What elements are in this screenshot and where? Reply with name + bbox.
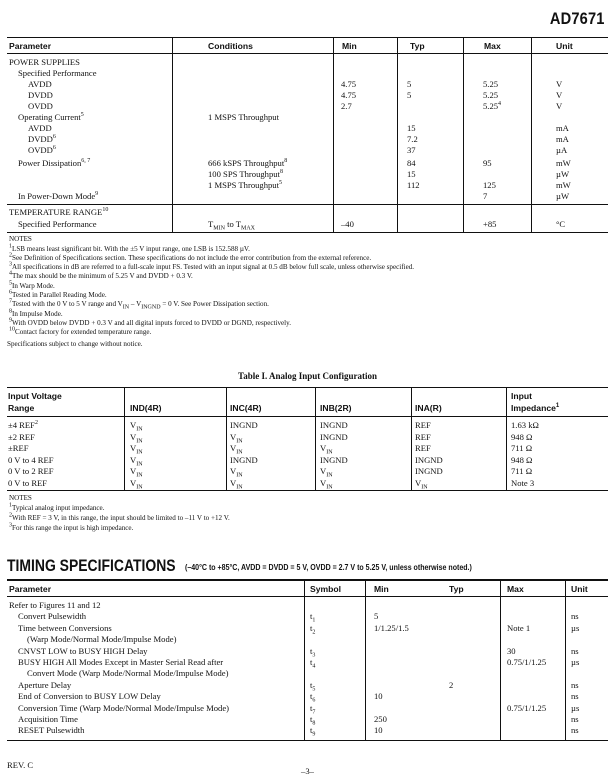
cell-condition: 1 MSPS Throughput [208,112,279,122]
timing-unit-cell: ns [571,645,579,656]
timing-unit-cell: µs [571,657,580,667]
timing-param-cont: (Warp Mode/Normal Mode/Impulse Mode) [27,634,177,645]
col-divider [365,579,366,740]
row-label: OVDD [28,101,53,111]
timing-unit-cell: µs [571,622,580,633]
table1-range-cell: 0 V to 4 REF [8,454,54,465]
table1-inc-cell: INGND [230,420,258,430]
cell-max: 7 [483,191,488,201]
cell-unit: V [556,90,563,100]
col-typ: Typ [449,584,464,594]
table1-ina-cell: REF [415,431,431,442]
timing-unit-cell: ns [571,679,579,690]
table1-impedance-cell: 948 Ω [511,431,533,442]
col-impedance: Impedance$^1$ [511,403,560,413]
timing-param-cell: Convert Pulsewidth [18,611,87,622]
timing-symbol-cell: $t_9$ [310,725,316,739]
col-divider [500,579,501,740]
table1-ina-cell: INGND [415,454,443,465]
page-number: –3– [301,766,314,776]
cell-typ: 5 [407,79,412,89]
col-parameter: Parameter [9,584,52,594]
col-divider [315,387,316,490]
col-input: Input [511,391,532,401]
section-power-supplies: POWER SUPPLIES [9,57,80,67]
col-divider [506,387,507,490]
table1-impedance-cell: Note 3 [511,477,535,488]
temperature-range: TEMPERATURE RANGE$^{10}$ [9,207,109,217]
cell-max: 95 [483,158,492,168]
table1-range-cell: ±REF [8,443,29,453]
cell-typ: 5 [407,90,412,100]
table1-inc-cell: $V_{IN}$ [230,477,243,491]
note: $^3$For this range the input is high impedance. [9,522,134,532]
timing-symbol-cell: $t_4$ [310,657,316,670]
timing-min-cell: 250 [374,714,387,724]
power-dissipation: Power Dissipation$^{6, 7}$ [18,158,91,168]
cell-max: +85 [483,219,497,229]
table1-ind-cell: $V_{IN}$ [130,477,143,491]
timing-bottom-rule [7,740,608,741]
col-range: Range [8,403,35,413]
col-ina: INA(R) [415,403,442,413]
table1-ind-cell: $V_{IN}$ [130,420,143,433]
col-divider [304,579,305,740]
cell-unit: mW [556,180,571,190]
cell-condition: 666 kSPS Throughput$^8$ [208,158,288,168]
note: $^1$LSB means least significant bit. With the ±5 V input range, one LSB is 152.588 µV. [9,243,250,253]
note: $^1$Typical analog input impedance. [9,502,105,512]
table1-range-cell: ±4 REF$^2$ [8,420,38,430]
spec-change-notice: Specifications subject to change without notice. [7,340,143,348]
timing-param-cell: Conversion Time (Warp Mode/Normal Mode/Impulse Mode) [18,702,230,713]
timing-param-cont: Convert Mode (Warp Mode/Normal Mode/Impulse Mode) [27,668,229,679]
table1-header-rule [7,416,608,417]
timing-min-cell: 1/1.25/1.5 [374,622,409,633]
cell-min: 4.75 [341,90,357,100]
cell-min: 2.7 [341,101,352,111]
timing-max-cell: 30 [507,645,516,656]
cell-unit: V [556,79,563,89]
timing-top-rule [7,579,608,581]
table1-caption: Table I. Analog Input Configuration [238,371,377,381]
timing-subtitle: (–40°C to +85°C, AVDD = DVDD = 5 V, OVDD = 2.7 V to 5.25 V, unless otherwise noted.) [185,563,472,572]
col-unit: Unit [571,584,588,594]
note: $^9$With OVDD below DVDD + 0.3 V and all digital inputs forced to DVDD or DGND, respectively. [9,317,292,327]
note: $^6$Tested in Parallel Reading Mode. [9,289,107,299]
timing-heading [7,556,472,576]
row-label: OVDD$^6$ [28,145,56,155]
timing-max-cell: Note 1 [507,622,531,633]
timing-symbol-cell: $t_8$ [310,714,316,727]
table1-inc-cell: $V_{IN}$ [230,443,243,456]
timing-min-cell: 10 [374,725,383,736]
timing-param-cell: Time between Conversions [18,622,112,633]
col-min: Min [342,41,357,51]
table1-ind-cell: $V_{IN}$ [130,431,143,445]
table1-inb-cell: $V_{IN}$ [320,443,333,456]
cell-max: 5.25 [483,90,499,100]
col-divider [124,387,125,490]
table1-bottom-rule [7,490,608,491]
note: $^5$In Warp Mode. [9,280,55,290]
timing-min-cell: 5 [374,611,379,622]
row-label: AVDD [28,123,52,133]
cell-unit: mA [556,134,569,144]
cell-typ: 15 [407,123,416,133]
part-number: AD7671 [550,9,605,28]
table1-inb-cell: INGND [320,454,348,465]
timing-unit-cell: ns [571,714,579,724]
cell-unit: µA [556,145,568,155]
note: $^7$Tested with the 0 V to 5 V range and $V_{IN} - V_{INGND} = 0$ V. See Power Dissipation section. [9,298,269,311]
col-divider [226,387,227,490]
col-ind: IND(4R) [130,403,162,413]
timing-param-cell: Aperture Delay [18,679,72,690]
note: $^3$All specifications in dB are referred to a full-scale input FS. Tested with an input signal at 0.5 dB below full scale, unless otherwise specified. [9,261,415,271]
table1-ind-cell: $V_{IN}$ [130,466,143,479]
cell-max: 125 [483,180,496,190]
timing-max-cell: 0.75/1/1.25 [507,702,547,713]
note: $^{10}$Contact factory for extended temperature range. [9,326,152,336]
col-typ: Typ [410,41,425,51]
col-parameter: Parameter [9,41,52,51]
timing-min-cell: 10 [374,691,383,702]
specified-performance: Specified Performance [18,219,97,229]
row-label: DVDD$^6$ [28,134,56,144]
row-label: AVDD [28,79,52,89]
table1-ina-cell: REF [415,443,431,453]
cell-unit: V [556,101,563,111]
cell-typ: 15 [407,169,416,179]
note: $^8$In Impulse Mode. [9,308,63,318]
timing-param-cell: End of Conversion to BUSY LOW Delay [18,691,161,702]
cell-max: 5.25 [483,79,499,89]
notes-title: NOTES [9,235,32,243]
timing-max-cell: 0.75/1/1.25 [507,657,547,667]
note: $^2$With REF = 3 V, in this range, the input should be limited to –11 V to +12 V. [9,512,230,522]
note: $^2$See Definition of Specifications section. These specifications do not include the error contribution from the external reference. [9,252,372,262]
cell-unit: µW [556,191,570,201]
cell-typ: 84 [407,158,416,168]
row-label: DVDD [28,90,53,100]
timing-unit-cell: µs [571,702,580,713]
timing-symbol-cell: $t_7$ [310,702,316,716]
cell-unit: mA [556,123,569,133]
table1-range-cell: ±2 REF [8,431,35,442]
table1-ina-cell: REF [415,420,431,430]
timing-header-rule [7,596,608,597]
revision: REV. C [7,760,34,770]
table1-ind-cell: $V_{IN}$ [130,454,143,468]
timing-param-cell: Refer to Figures 11 and 12 [9,600,101,610]
timing-param-cell: Acquisition Time [18,714,78,724]
table1-ina-cell: $V_{IN}$ [415,477,428,491]
operating-current: Operating Current$^5$ [18,112,84,122]
table1-inb-cell: INGND [320,431,348,442]
timing-param-cell: RESET Pulsewidth [18,725,85,736]
table1-impedance-cell: 948 Ω [511,454,533,465]
table1-range-cell: 0 V to REF [8,477,48,488]
cell-condition: 1 MSPS Throughput$^5$ [208,180,282,190]
timing-param-cell: CNVST LOW to BUSY HIGH Delay [18,645,148,656]
timing-typ-cell: 2 [449,679,454,690]
specified-performance: Specified Performance [18,68,97,78]
timing-unit-cell: ns [571,725,579,736]
col-divider [411,387,412,490]
note: $^4$The max should be the minimum of 5.25 V and DVDD + 0.3 V. [9,270,193,280]
cell-max: 5.25$^4$ [483,101,502,111]
col-max: Max [484,41,501,51]
table1-impedance-cell: 711 Ω [511,466,533,476]
cell-typ: 37 [407,145,416,155]
timing-param-cell: BUSY HIGH All Modes Except in Master Serial Read after [18,657,224,667]
spec-table-bottom-rule [7,232,608,233]
cell-typ: 112 [407,180,420,190]
col-symbol: Symbol [310,584,342,594]
table1-ina-cell: INGND [415,466,443,476]
timing-title: TIMING SPECIFICATIONS [7,556,176,575]
cell-unit: mW [556,158,571,168]
cell-condition: $T_{MIN}$ to $T_{MAX}$ [208,219,256,232]
notes-title: NOTES [9,494,32,502]
col-input-voltage: Input Voltage [8,391,62,401]
cell-condition: 100 SPS Throughput$^8$ [208,169,283,179]
table1-inb-cell: $V_{IN}$ [320,466,333,479]
spec-table-top-rule [7,37,608,38]
cell-typ: 7.2 [407,134,418,144]
timing-symbol-cell: $t_5$ [310,679,316,693]
col-min: Min [374,584,389,594]
spec-table-header-rule [7,53,608,54]
table1-inc-cell: $V_{IN}$ [230,431,243,445]
timing-symbol-cell: $t_6$ [310,691,316,704]
col-max: Max [507,584,524,594]
col-conditions: Conditions [208,41,253,51]
cell-unit: °C [556,219,566,229]
cell-unit: µW [556,169,570,179]
section-rule [7,204,608,205]
power-down: In Power-Down Mode$^9$ [18,191,99,201]
table1-ind-cell: $V_{IN}$ [130,443,143,456]
col-divider [565,579,566,740]
col-inc: INC(4R) [230,403,262,413]
cell-min: 4.75 [341,79,357,89]
table1-top-rule [7,387,608,388]
table1-inb-cell: $V_{IN}$ [320,477,333,491]
table1-impedance-cell: 711 Ω [511,443,533,453]
table1-inc-cell: $V_{IN}$ [230,466,243,479]
table1-range-cell: 0 V to 2 REF [8,466,54,476]
table1-inc-cell: INGND [230,454,258,465]
table1-impedance-cell: 1.63 kΩ [511,420,539,430]
timing-symbol-cell: $t_2$ [310,622,316,636]
col-inb: INB(2R) [320,403,352,413]
table1-inb-cell: INGND [320,420,348,430]
timing-unit-cell: ns [571,611,579,622]
timing-symbol-cell: $t_3$ [310,645,316,659]
col-unit: Unit [556,41,573,51]
timing-symbol-cell: $t_1$ [310,611,316,625]
timing-unit-cell: ns [571,691,579,702]
cell-min: –40 [341,219,354,229]
